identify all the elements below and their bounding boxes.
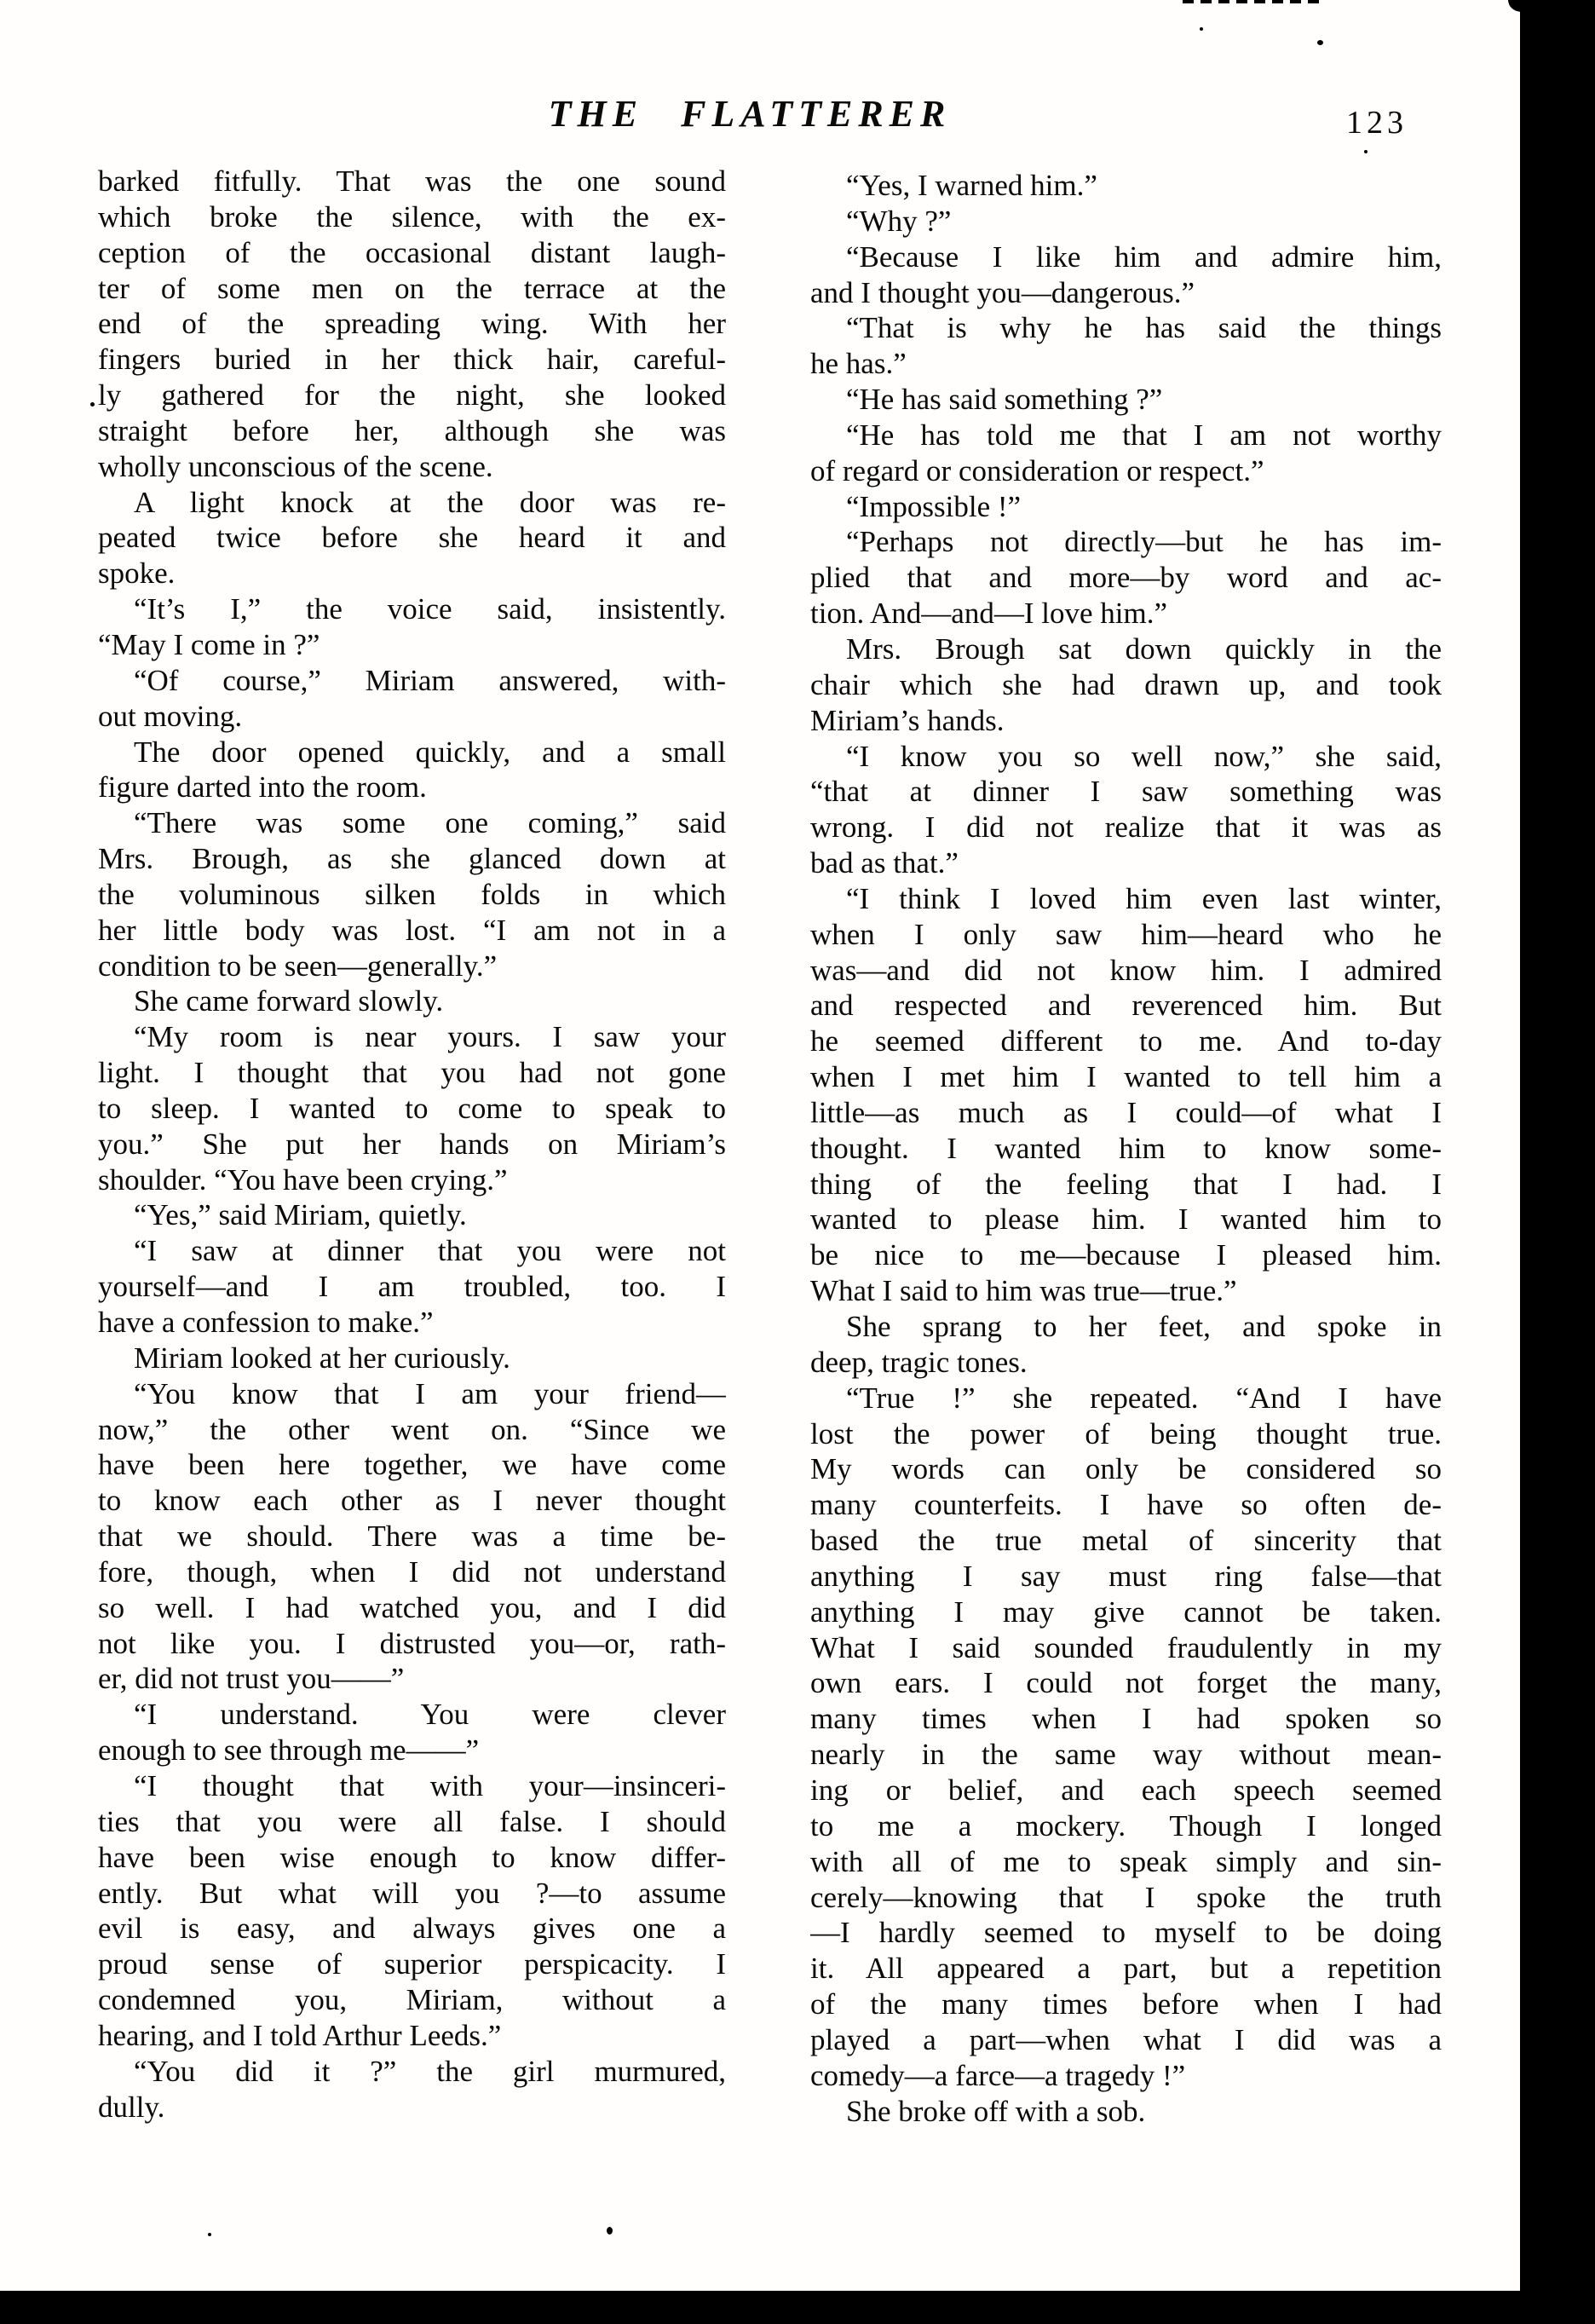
- text-line: “Of course,” Miriam answered, with-: [134, 663, 726, 697]
- text-line: A light knock at the door was re-: [134, 485, 726, 519]
- text-line: end of the spreading wing. With her: [98, 307, 726, 341]
- text-line: thought. I wanted him to know some-: [810, 1131, 1442, 1165]
- text-line: anything I may give cannot be taken.: [810, 1595, 1442, 1629]
- text-line: fingers buried in her thick hair, careful-: [98, 343, 726, 377]
- text-line: My words can only be considered so: [810, 1452, 1442, 1486]
- text-line: er, did not trust you——”: [98, 1662, 405, 1696]
- text-line: “Perhaps not directly—but he has im-: [846, 525, 1442, 559]
- text-line: peated twice before she heard it and: [98, 521, 726, 555]
- text-line: “Impossible !”: [846, 489, 1022, 523]
- page-number: 123: [1346, 105, 1408, 141]
- text-line: now,” the other went on. “Since we: [98, 1412, 726, 1446]
- scan-artifact-dashed-line: [1183, 0, 1324, 3]
- text-line: “Yes, I warned him.”: [846, 169, 1097, 202]
- text-line: yourself—and I am troubled, too. I: [98, 1270, 726, 1304]
- text-line: to sleep. I wanted to come to speak to: [98, 1091, 726, 1125]
- text-line: be nice to me—because I pleased him.: [810, 1238, 1442, 1272]
- ink-speck: [1364, 150, 1368, 153]
- text-line: ently. But what will you ?—to assume: [98, 1876, 726, 1910]
- text-line: ter of some men on the terrace at the: [98, 271, 726, 305]
- text-line: “Because I like him and admire him,: [846, 239, 1442, 274]
- text-line: She broke off with a sob.: [846, 2094, 1146, 2128]
- text-line: thing of the feeling that I had. I: [810, 1167, 1442, 1201]
- text-line: “Why ?”: [846, 204, 952, 238]
- text-line: “You know that I am your friend—: [134, 1376, 726, 1410]
- text-line: The door opened quickly, and a small: [134, 735, 726, 769]
- text-line: with all of me to speak simply and sin-: [810, 1844, 1442, 1878]
- text-line: nearly in the same way without mean-: [810, 1738, 1442, 1772]
- text-line: “I saw at dinner that you were not: [134, 1234, 726, 1268]
- text-line: “He has told me that I am not worthy: [846, 418, 1442, 452]
- text-line: Mrs. Brough sat down quickly in the: [846, 631, 1442, 666]
- text-line: “True !” she repeated. “And I have: [846, 1381, 1442, 1415]
- ink-speck: [1317, 40, 1323, 45]
- text-line: deep, tragic tones.: [810, 1345, 1028, 1379]
- text-line: spoke.: [98, 556, 176, 591]
- text-line: condemned you, Miriam, without a: [98, 1983, 726, 2017]
- text-line: he has.”: [810, 347, 907, 381]
- text-line: evil is easy, and always gives one a: [98, 1912, 726, 1946]
- text-line: when I met him I wanted to tell him a: [810, 1060, 1442, 1094]
- text-line: he seemed different to me. And to-day: [810, 1024, 1442, 1058]
- ink-speck: [607, 2227, 613, 2235]
- text-line: you.” She put her hands on Miriam’s: [98, 1127, 726, 1161]
- text-line: not like you. I distrusted you—or, rath-: [98, 1626, 726, 1660]
- text-line: based the true metal of sincerity that: [810, 1524, 1442, 1558]
- text-line: light. I thought that you had not gone: [98, 1056, 726, 1090]
- text-line: to me a mockery. Though I longed: [810, 1808, 1442, 1842]
- text-line: “There was some one coming,” said: [134, 806, 726, 840]
- text-line: it. All appeared a part, but a repetition: [810, 1952, 1442, 1986]
- running-head-title: THE FLATTERER: [548, 93, 952, 135]
- text-line: wholly unconscious of the scene.: [98, 449, 493, 483]
- text-line: and I thought you—dangerous.”: [810, 275, 1195, 309]
- text-line: “that at dinner I saw something was: [810, 775, 1442, 809]
- ink-speck: [1200, 27, 1203, 31]
- text-line: lost the power of being thought true.: [810, 1416, 1442, 1450]
- text-line: condition to be seen—generally.”: [98, 949, 498, 983]
- text-line: fore, though, when I did not understand: [98, 1554, 726, 1589]
- text-line: What I said to him was true—true.”: [810, 1274, 1237, 1308]
- text-line: What I said sounded fraudulently in my: [810, 1630, 1442, 1664]
- text-line: “He has said something ?”: [846, 383, 1163, 417]
- text-line: Mrs. Brough, as she glanced down at: [98, 842, 726, 876]
- text-line: so well. I had watched you, and I did: [98, 1590, 726, 1624]
- text-line: She sprang to her feet, and spoke in: [846, 1310, 1442, 1343]
- text-line: “I thought that with your—insinceri-: [134, 1768, 726, 1802]
- text-line: wrong. I did not realize that it was as: [810, 810, 1442, 845]
- text-line: “I understand. You were clever: [134, 1698, 726, 1732]
- text-line: own ears. I could not forget the many,: [810, 1666, 1442, 1700]
- text-line: Miriam’s hands.: [810, 703, 1005, 737]
- scan-bottom-shadow: [0, 2291, 1595, 2324]
- text-line: plied that and more—by word and ac-: [810, 561, 1442, 595]
- text-line: was—and did not know him. I admired: [810, 953, 1442, 987]
- text-line: when I only saw him—heard who he: [810, 917, 1442, 951]
- text-column-left: [98, 164, 726, 2125]
- text-line: dully.: [98, 2090, 165, 2124]
- text-line: out moving.: [98, 699, 243, 733]
- text-line: little—as much as I could—of what I: [810, 1095, 1442, 1129]
- ink-speck: [90, 402, 95, 407]
- text-line: to know each other as I never thought: [98, 1484, 726, 1518]
- text-line: enough to see through me——”: [98, 1733, 480, 1768]
- text-line: her little body was lost. “I am not in a: [98, 913, 726, 947]
- text-line: —I hardly seemed to myself to be doing: [810, 1916, 1442, 1950]
- text-line: shoulder. “You have been crying.”: [98, 1162, 508, 1197]
- text-line: tion. And—and—I love him.”: [810, 597, 1167, 631]
- text-line: which broke the silence, with the ex-: [98, 199, 726, 234]
- text-line: straight before her, although she was: [98, 413, 726, 447]
- text-line: many counterfeits. I have so often de-: [810, 1488, 1442, 1522]
- text-line: “I think I loved him even last winter,: [846, 881, 1442, 915]
- text-line: anything I say must ring false—that: [810, 1559, 1442, 1593]
- text-line: and respected and reverenced him. But: [810, 989, 1442, 1023]
- text-line: chair which she had drawn up, and took: [810, 667, 1442, 701]
- text-line: “It’s I,” the voice said, insistently.: [134, 592, 726, 626]
- text-line: “That is why he has said the things: [846, 311, 1442, 345]
- text-line: have been here together, we have come: [98, 1448, 726, 1482]
- text-line: of regard or consideration or respect.”: [810, 453, 1264, 487]
- text-line: proud sense of superior perspicacity. I: [98, 1947, 726, 1981]
- ink-speck: [208, 2233, 211, 2236]
- text-line: that we should. There was a time be-: [98, 1520, 726, 1554]
- text-line: have a confession to make.”: [98, 1306, 434, 1339]
- text-line: She came forward slowly.: [134, 984, 444, 1018]
- text-line: cerely—knowing that I spoke the truth: [810, 1880, 1442, 1914]
- text-line: barked fitfully. That was the one sound: [98, 164, 726, 198]
- text-line: ing or belief, and each speech seemed: [810, 1773, 1442, 1807]
- text-line: have been wise enough to know differ-: [98, 1840, 726, 1874]
- text-line: hearing, and I told Arthur Leeds.”: [98, 2018, 502, 2052]
- text-line: the voluminous silken folds in which: [98, 877, 726, 911]
- text-line: ly gathered for the night, she looked: [98, 378, 726, 412]
- scan-gutter-shadow: [1520, 0, 1595, 2324]
- text-line: ties that you were all false. I should: [98, 1804, 726, 1838]
- text-line: “You did it ?” the girl murmured,: [134, 2054, 726, 2088]
- text-line: figure darted into the room.: [98, 770, 427, 804]
- text-line: ception of the occasional distant laugh-: [98, 235, 726, 269]
- text-line: played a part—when what I did was a: [810, 2022, 1442, 2056]
- text-column-right: [810, 168, 1442, 2129]
- text-line: bad as that.”: [810, 846, 959, 880]
- text-line: “My room is near yours. I saw your: [134, 1020, 726, 1054]
- text-line: many times when I had spoken so: [810, 1702, 1442, 1736]
- text-line: comedy—a farce—a tragedy !”: [810, 2058, 1186, 2092]
- text-line: “May I come in ?”: [98, 627, 320, 661]
- text-line: wanted to please him. I wanted him to: [810, 1202, 1442, 1237]
- text-line: Miriam looked at her curiously.: [134, 1341, 510, 1375]
- text-line: “I know you so well now,” she said,: [846, 739, 1442, 773]
- text-line: “Yes,” said Miriam, quietly.: [134, 1198, 467, 1232]
- text-line: of the many times before when I had: [810, 1987, 1442, 2021]
